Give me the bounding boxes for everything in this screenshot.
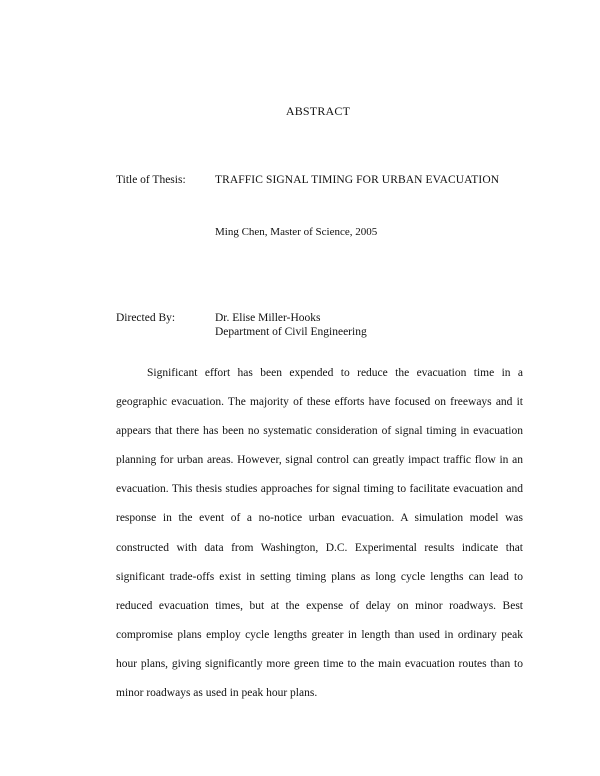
title-label: Title of Thesis: [116,174,186,186]
abstract-body: Significant effort has been expended to reduce the evacuation time in a geographic evacuation. The majority of these efforts have focused on freeways and it appears that there has been no systematic consideration of signal timing in evacuation planning for urban areas. However, signal control can greatly impact traffic flow in an evacuation. This thesis studies approaches for signal timing to facilitate evacuation and response in the event of a no-notice urban evacuation. A simulation model was constructed with data from Washington, D.C. Experimental results indicate that significant trade-offs exist in setting timing plans as long cycle lengths can lead to reduced evacuation times, but at the expense of delay on minor roadways. Best compromise plans employ cycle lengths greater in length than used in ordinary peak hour plans, giving significantly more green time to the main evacuation routes than to minor roadways as used in peak hour plans. [116,367,523,700]
directed-by-label: Directed By: [116,312,176,324]
thesis-title: TRAFFIC SIGNAL TIMING FOR URBAN EVACUATION [215,174,500,186]
advisor-name: Dr. Elise Miller-Hooks [215,312,321,324]
advisor-department: Department of Civil Engineering [215,326,367,338]
author-line: Ming Chen, Master of Science, 2005 [215,226,378,238]
advisor-block [215,311,367,339]
abstract-heading: ABSTRACT [285,104,351,118]
